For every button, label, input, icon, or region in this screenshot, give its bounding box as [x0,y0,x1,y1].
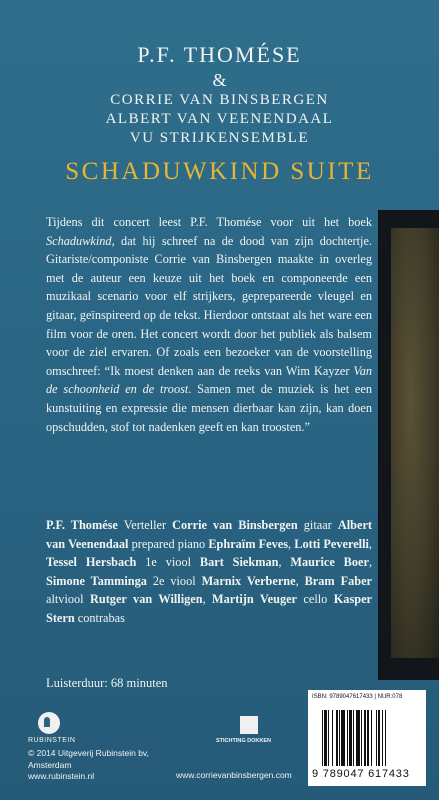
credit-role: contrabas [74,610,125,625]
credit-name: Maurice Boer [290,555,369,570]
credit-role: , [278,555,291,570]
credit-name: Lotti Peverelli [294,536,369,551]
credit-name: Bram Faber [304,573,372,588]
credit-name: Marnix Verberne [201,573,296,588]
description-part: . Samen met de muziek is het een kunstuiting en expressie die mensen dierbaar kan zijn, kan doen opschudden, stof tot nadenken geeft en kan troosten.” [46,382,372,434]
description-text [46,213,372,436]
copyright-text: © 2014 Uitgeverij Rubinstein bv, Amsterdam [28,748,149,770]
credit-role: cello [297,592,334,607]
description-part: Tijdens dit concert leest P.F. Thomése voor uit het boek [46,215,372,229]
album-title: SCHADUWKIND SUITE [65,158,374,185]
isbn-line: ISBN: 9789047617433 | NUR:078 [312,694,403,700]
credit-name: Rutger van Willigen [89,592,203,607]
cover-photo [378,210,439,680]
copyright [28,748,178,783]
description-part: , dat hij schreef na de dood van zijn dochtertje. Gitariste/componiste Corrie van Binsbergen maakte in overleg met de auteur een keuze uit het boek en componeerde een muzikaal scenario voor elf strijkers, geprepareerde vleugel en gitaar, geïnspireerd op de tekst. Hierdoor ontstaat als het ware een film voor de oren. Het concert wordt door het publiek als balsem voor de ziel ervaren. Of zoals een bezoeker van de voorstelling omschreef: “Ik moest denken aan de reeks van Wim Kayzer [46,233,372,378]
artist-url[interactable]: www.corrievanbinsbergen.com [176,770,292,780]
credit-name: Kasper Stern [46,592,372,625]
barcode-bars [322,710,418,766]
credit-name: Albert van Veenendaal [46,518,372,551]
credit-role: altviool [46,592,90,607]
credit-role: , [288,536,295,551]
credit-role: 2e viool [146,573,202,588]
credit-name: Simone Tamminga [46,573,147,588]
credit-role: gitaar [297,518,338,532]
credit-role: , [368,536,372,551]
credit-name: P.F. Thomése [46,518,118,532]
sponsor-logo-icon [240,716,258,734]
credit-role: , [368,555,373,570]
credit-name: Martijn Veuger [212,592,298,607]
credit-role: Verteller [117,518,173,532]
series-title: Van de schoonheid en de troost [46,363,372,397]
credit-role: 1e viool [136,555,200,570]
credit-role: , [295,573,305,588]
credit-role: prepared piano [128,536,209,551]
author-name: P.F. THOMÉSE [137,42,302,67]
credit-name: Corrie van Binsbergen [172,518,298,532]
performer-2: ALBERT VAN VEENENDAAL [105,111,334,127]
book-title: Schaduwkind [46,233,112,248]
publisher-url[interactable]: www.rubinstein.nl [28,771,95,781]
barcode-digits: 9 789047 617433 [312,768,410,780]
duration: Luisterduur: 68 minuten [46,676,168,690]
performer-1: CORRIE VAN BINSBERGEN [110,92,329,108]
barcode [308,690,426,786]
barcode-bar [386,710,389,766]
photo-frame [391,228,439,658]
publisher-logo-icon [38,712,60,734]
ampersand: & [212,70,227,90]
credit-name: Ephraïm Feves [208,536,288,551]
credit-role: , [202,592,213,607]
credit-name: Bart Siekman [199,555,279,570]
sponsor-name: STICHTING DOKKEN [216,738,271,744]
performer-3: VU STRIJKENSEMBLE [129,130,310,146]
credits [46,516,372,628]
credit-name: Tessel Hersbach [46,555,137,570]
publisher-name: RUBINSTEIN [28,737,76,744]
